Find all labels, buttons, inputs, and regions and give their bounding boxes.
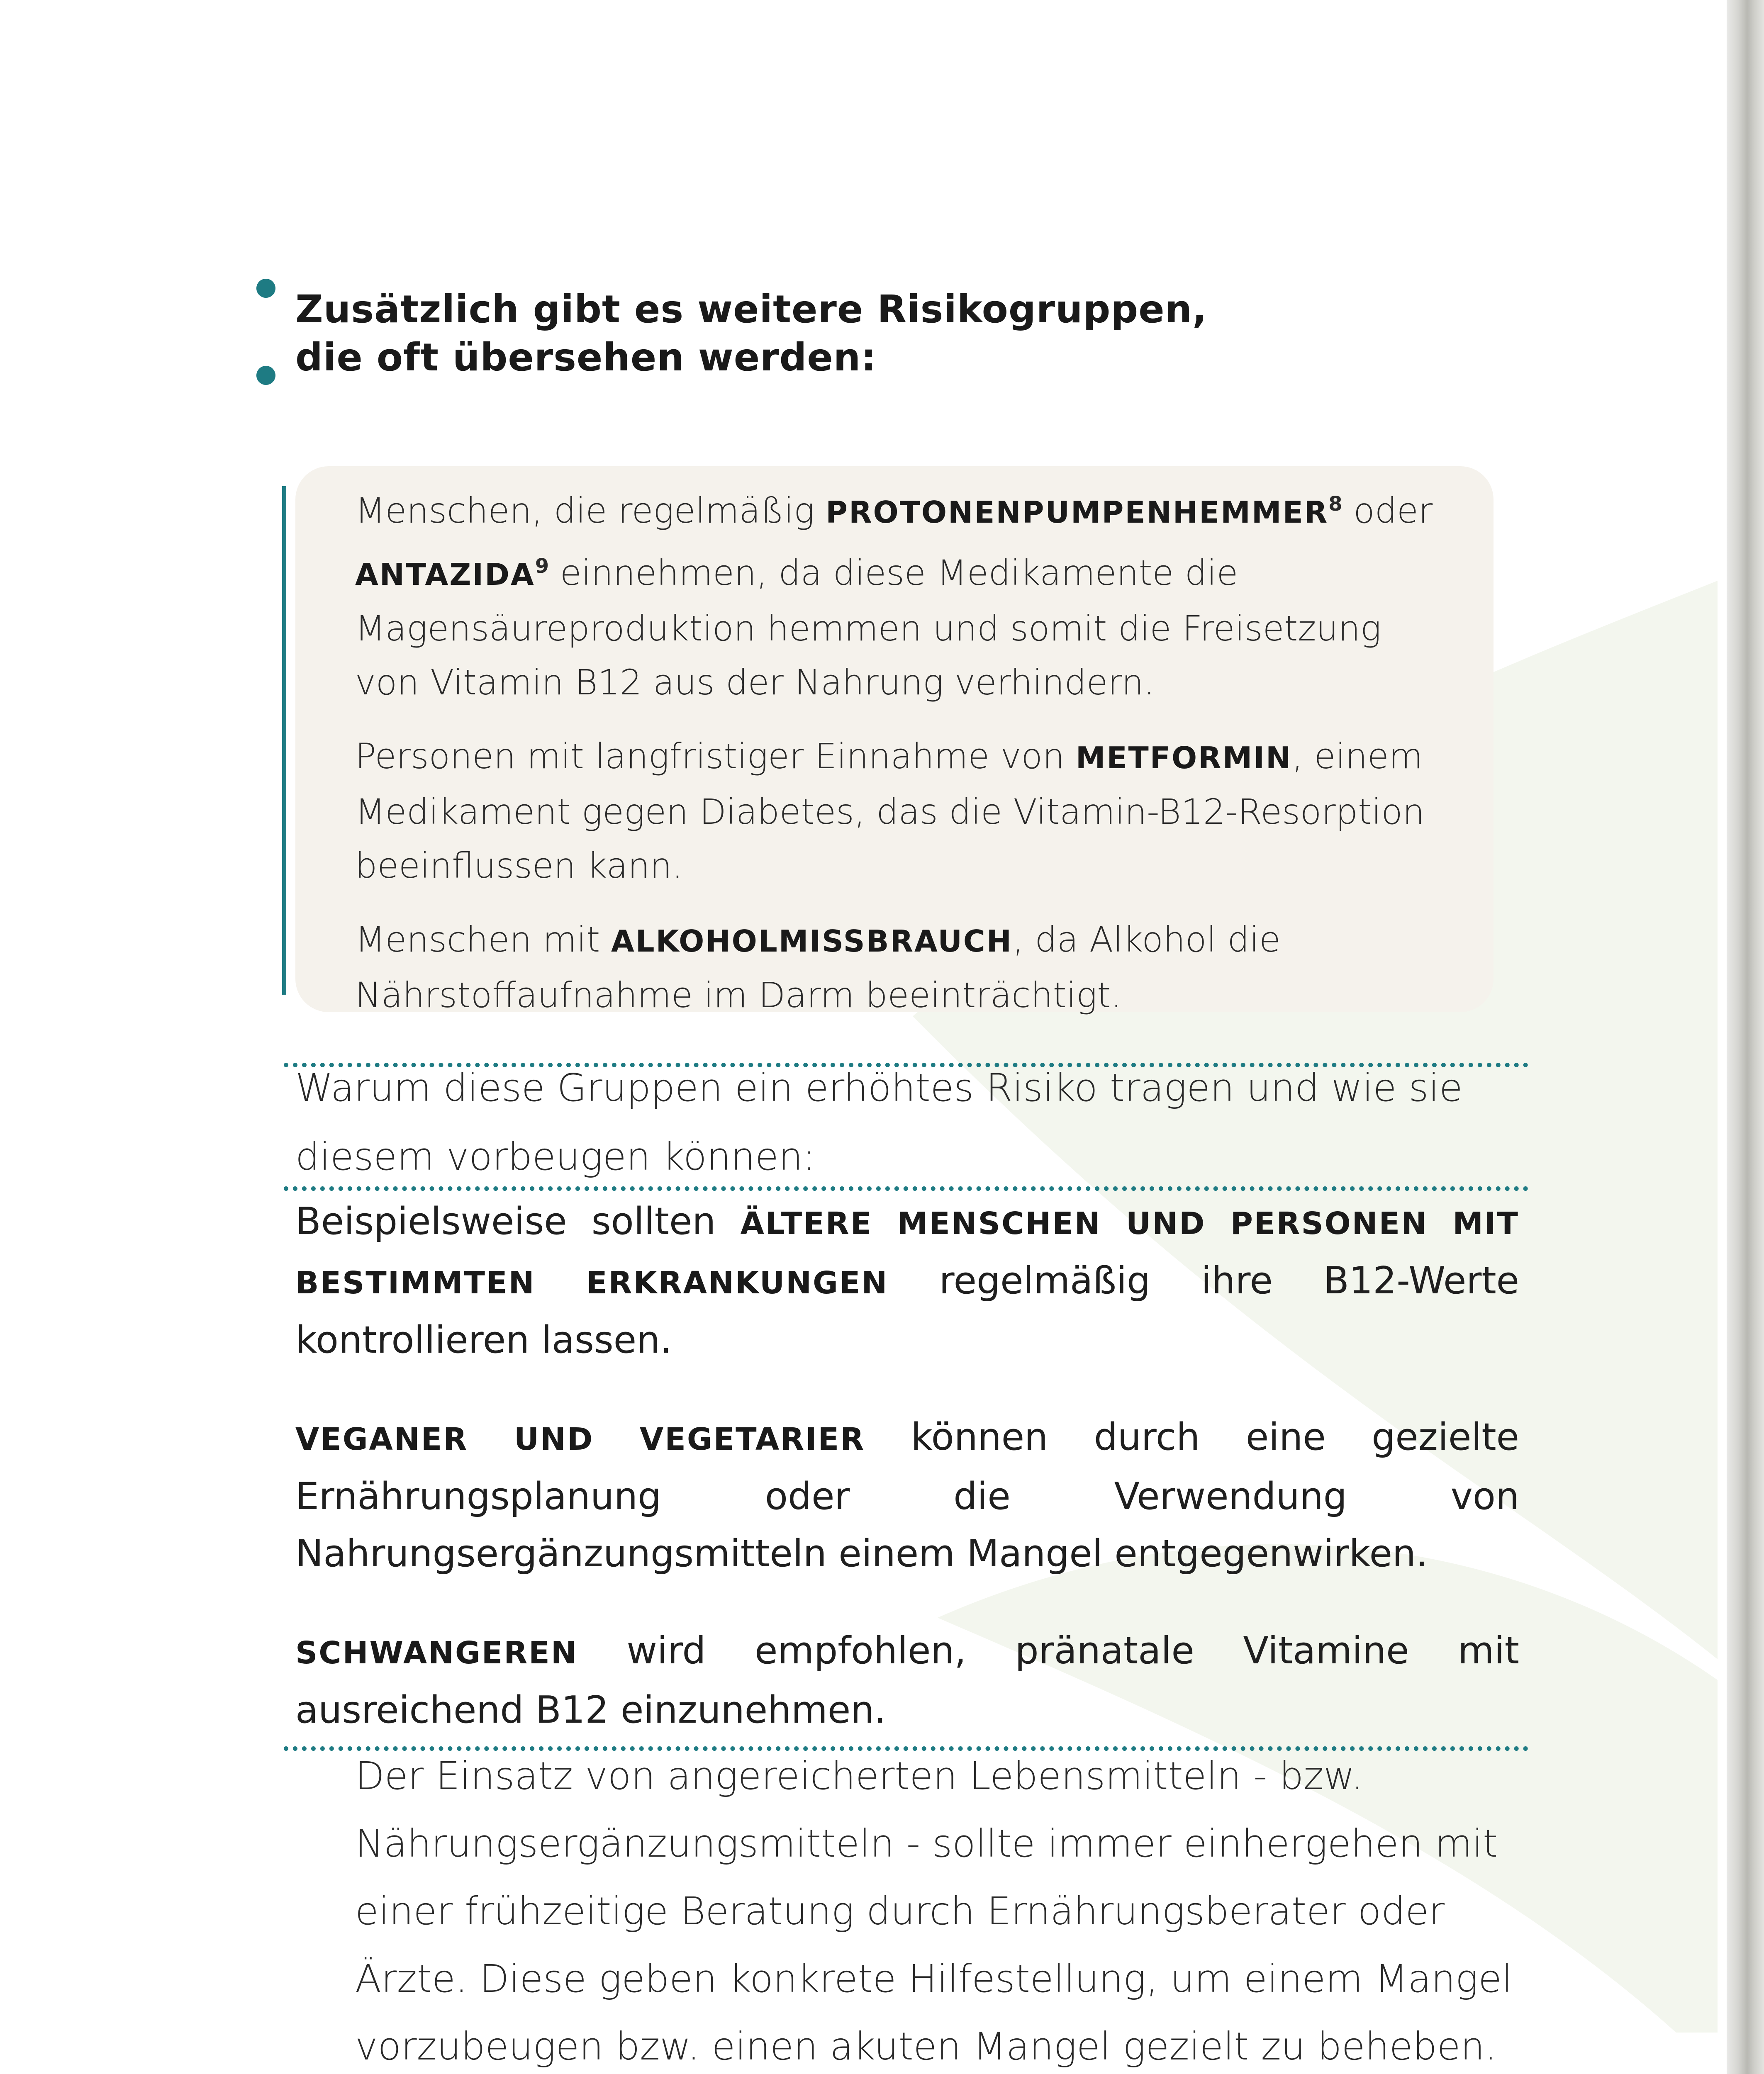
advice-note: Der Einsatz von angereicherten Lebensmitteln - bzw. Nährungsergänzungsmitteln - sollte immer einhergehen mit einer frühzeitige Beratung durch Ernährungsberater oder Ärzte. Diese geben konkrete Hilfestellung, um einem Mangel vorzubeugen bzw. einen akuten Mangel gezielt zu beheben. bbox=[355, 1754, 1513, 2069]
dotted-divider bbox=[284, 1186, 1528, 1191]
heading-line-2: die oft übersehen werden: bbox=[295, 335, 877, 380]
term-metformin: METFORMIN bbox=[1075, 740, 1292, 775]
bullet-dot-icon bbox=[256, 279, 275, 298]
box-accent-bar bbox=[282, 486, 286, 995]
risk-groups-list bbox=[355, 477, 1442, 1042]
intro-question: Warum diese Gruppen ein erhöhtes Risiko tragen und wie sie diesem vorbeugen können: bbox=[295, 1066, 1463, 1179]
risk-item-metformin: Personen mit langfristiger Einnahme von METFORMIN, einem Medikament gegen Diabetes, das die Vitamin-B12-Resorption beeinflussen kann. bbox=[355, 736, 1425, 886]
footnote-ref: 9 bbox=[535, 555, 549, 578]
advice-elderly: Beispielsweise sollten ÄLTERE MENSCHEN UND PERSONEN MIT BESTIMMTEN ERKRANKUNGEN regelmäßig ihre B12-Werte kontrollieren lassen. bbox=[295, 1200, 1520, 1362]
heading-line-1: Zusätzlich gibt es weitere Risikogruppen, bbox=[295, 287, 1208, 331]
term-aeltere-menschen: ÄLTERE MENSCHEN UND PERSONEN MIT BESTIMMTEN ERKRANKUNGEN bbox=[295, 1206, 1519, 1301]
term-protonenpumpenhemmer: PROTONENPUMPENHEMMER bbox=[826, 495, 1329, 530]
footnote-ref: 8 bbox=[1328, 492, 1342, 516]
term-veganer: VEGANER UND VEGETARIER bbox=[295, 1422, 865, 1457]
term-alkoholmissbrauch: ALKOHOLMISSBRAUCH bbox=[611, 924, 1013, 959]
advice-vegan: VEGANER UND VEGETARIER können durch eine gezielte Ernährungsplanung oder die Verwendung von Nahrungsergänzungsmitteln einem Mangel entgegenwirken. bbox=[295, 1415, 1519, 1575]
heading-text bbox=[295, 285, 1208, 382]
risk-item-ppi: Menschen, die regelmäßig PROTONENPUMPENHEMMER$^8$ oder ANTAZIDA$^9$ einnehmen, da diese Medikamente die Magensäureproduktion hemmen und somit die Freisetzung von Vitamin B12 aus der Nahrung verhindern. bbox=[355, 490, 1433, 703]
advice-pregnant: SCHWANGEREN wird empfohlen, pränatale Vitamine mit ausreichend B12 einzunehmen. bbox=[295, 1629, 1519, 1732]
term-antazida: ANTAZIDA bbox=[355, 557, 535, 592]
bullet-dot-icon bbox=[256, 366, 275, 385]
risk-item-alcohol: Menschen mit ALKOHOLMISSBRAUCH, da Alkohol die Nährstoffaufnahme im Darm beeinträchtigt. bbox=[355, 919, 1281, 1015]
term-schwangeren: SCHWANGEREN bbox=[295, 1635, 578, 1671]
prevention-advice bbox=[295, 1193, 1519, 1779]
page-edge-shadow bbox=[1727, 0, 1764, 2074]
